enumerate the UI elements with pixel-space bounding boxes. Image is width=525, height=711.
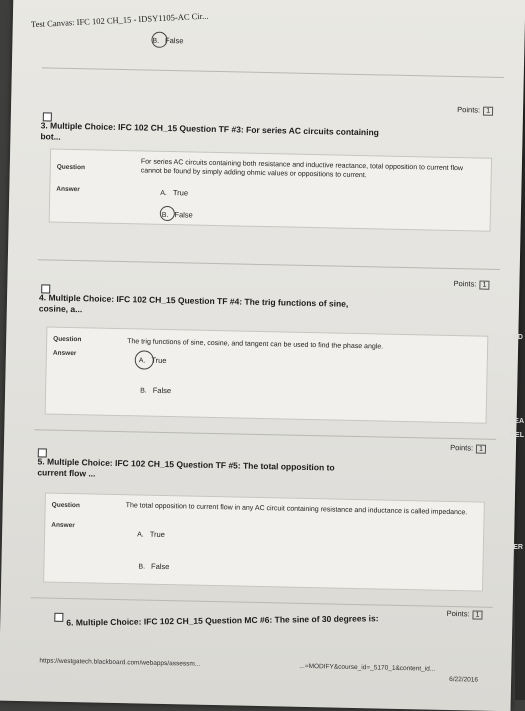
edge-label-er: ER [513,544,523,551]
page-header: Test Canvas: IFC 102 CH_15 - IDSY1105-AC Cir... [30,10,209,30]
question-title-3: 3. Multiple Choice: IFC 102 CH_15 Question TF #3: For series AC circuits containing bot... [40,120,380,142]
question-title-5: 5. Multiple Choice: IFC 102 CH_15 Question TF #5: The total opposition to current flow ... [37,456,335,479]
answer-label-5: Answer [51,521,75,530]
answer-mark-circle [151,32,167,48]
question-label-4: Question [53,335,82,344]
question-text-4: The trig functions of sine, cosine, and tangent can be used to find the phase angle. [127,338,384,351]
option-b-4[interactable]: B. False [140,385,172,396]
question-label-3: Question [56,163,86,172]
question-title-4: 4. Multiple Choice: IFC 102 CH_15 Question TF #4: The trig functions of sine, cosine, a... [38,292,349,315]
option-a-5[interactable]: A. True [137,529,165,540]
answer-mark-circle-4 [135,350,154,369]
footer-url-right: ...=MODIFY&course_id=_5170_1&content_id... [299,662,436,673]
answer-label-3: Answer [56,185,80,194]
points-label-3: Points: 1 [457,105,493,116]
question-block-4 [34,259,499,435]
question-checkbox-6[interactable] [54,613,63,622]
previous-answer-option-b: B. False [152,35,184,46]
option-b-3[interactable]: B. False [161,210,193,220]
footer-url-left: https://westgatech.blackboard.com/webapps/assessm... [39,657,201,668]
question-block-6 [30,597,493,658]
option-b-5[interactable]: B. False [138,561,170,572]
edge-label-ed: ED [513,334,523,341]
edge-label-lea: LEA [510,418,524,425]
points-label-4: Points: 1 [453,279,489,290]
option-a-4[interactable]: A. True [138,355,167,366]
answer-label-4: Answer [52,349,77,358]
footer-date: 6/22/2016 [449,675,479,684]
question-label-5: Question [51,501,80,510]
question-text-3: For series AC circuits containing both resistance and inductive reactance, total opposition to current flow cannot be found by simply adding ohmic values or oppositions to current. [140,158,464,180]
question-block-5 [31,429,496,605]
question-text-5: The total opposition to current flow in any AC circuit containing resistance and inductance is called impedance. [125,502,468,517]
points-label-5: Points: 1 [450,443,486,454]
question-block-3 [38,67,504,268]
question-table-4 [45,326,489,423]
points-label-6: Points: 1 [447,609,483,620]
edge-label-del: DEL [510,432,524,439]
question-table-5 [43,492,485,591]
option-a-3[interactable]: A. True [160,188,189,198]
question-table-3 [49,149,492,232]
question-title-6: 6. Multiple Choice: IFC 102 CH_15 Question MC #6: The sine of 30 degrees is: [66,613,379,628]
